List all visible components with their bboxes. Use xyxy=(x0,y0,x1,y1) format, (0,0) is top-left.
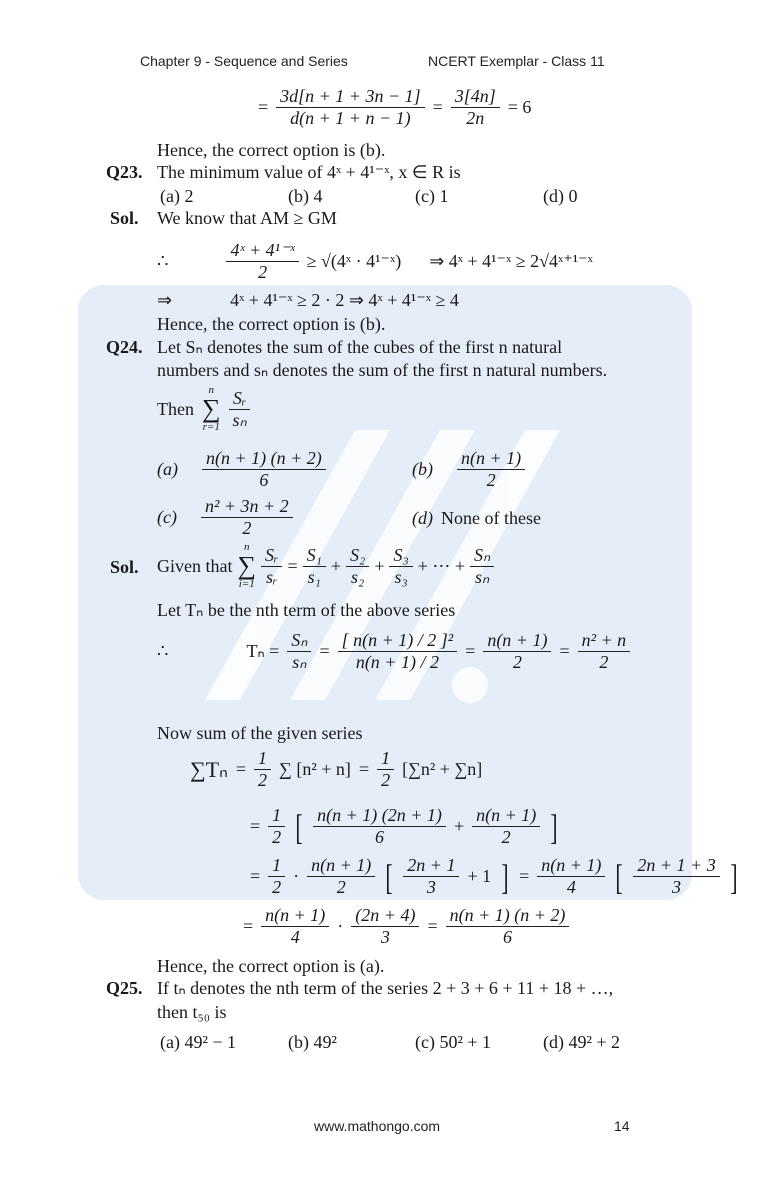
denominator: 2 xyxy=(272,827,282,847)
numerator: 3d[n + 1 + 3n − 1] xyxy=(276,86,424,108)
q22-answer: Hence, the correct option is (b). xyxy=(157,140,386,160)
fraction xyxy=(470,545,494,588)
q25-option-c: (c) 50² + 1 xyxy=(415,1032,492,1052)
numerator: 1 xyxy=(377,748,394,770)
fraction xyxy=(226,240,298,283)
numerator: n(n + 1) xyxy=(307,855,375,877)
denominator: 6 xyxy=(259,470,269,490)
numerator: n(n + 1) xyxy=(457,448,525,470)
numerator: 1 xyxy=(268,855,285,877)
denominator: 6 xyxy=(502,927,512,947)
denominator: 2 xyxy=(272,877,282,897)
denominator: 4 xyxy=(290,927,300,947)
denominator: 6 xyxy=(375,827,385,847)
numerator: 3[4n] xyxy=(451,86,500,108)
implies-symbol: ⇒ xyxy=(157,290,173,310)
sigma-symbol: ∑ xyxy=(201,394,221,423)
plus: + xyxy=(374,555,385,576)
fraction xyxy=(483,630,551,673)
summation xyxy=(202,385,221,433)
q24-sol-label: Sol. xyxy=(110,557,139,577)
q25-option-b: (b) 49² xyxy=(288,1032,337,1052)
fraction xyxy=(261,545,282,588)
q24-then xyxy=(157,385,251,433)
q23-sol-label: Sol. xyxy=(110,208,139,228)
denominator: sₙ xyxy=(475,566,490,587)
fraction xyxy=(578,630,631,673)
denominator: 2 xyxy=(336,877,346,897)
q24-sum-step1 xyxy=(190,748,482,791)
q24-sum-step2 xyxy=(250,805,560,848)
denominator: 3 xyxy=(672,877,682,897)
lhs: ∑Tₙ xyxy=(190,756,228,782)
denominator: s₁ xyxy=(307,566,321,587)
footer-url[interactable]: www.mathongo.com xyxy=(314,1118,441,1134)
denominator: sₙ xyxy=(232,409,247,430)
therefore-symbol: ∴ xyxy=(157,251,169,271)
denominator: 2n xyxy=(466,108,485,128)
q24-option-b xyxy=(412,448,525,491)
fraction xyxy=(351,905,419,948)
numerator: n(n + 1) xyxy=(483,630,551,652)
denominator: 2 xyxy=(258,262,268,282)
denominator: 2 xyxy=(512,652,522,672)
q23-option-c: (c) 1 xyxy=(415,186,449,206)
denominator: 2 xyxy=(599,652,609,672)
lower-limit: r=1 xyxy=(202,421,220,433)
expression: + 1 xyxy=(467,866,492,886)
q24-sum-step4 xyxy=(243,905,569,948)
fraction xyxy=(389,545,412,588)
numerator: n(n + 1) (2n + 1) xyxy=(313,805,446,827)
denominator: s₂ xyxy=(351,566,365,587)
equals: = xyxy=(432,97,443,117)
q25-option-a: (a) 49² − 1 xyxy=(160,1032,237,1052)
q23-sol-text: We know that AM ≥ GM xyxy=(157,208,337,228)
therefore-symbol: ∴ xyxy=(157,641,169,661)
q24-sum-step3 xyxy=(250,855,740,898)
denominator: 3 xyxy=(426,877,436,897)
bracket: [ xyxy=(295,806,303,847)
bracket: ] xyxy=(550,806,558,847)
numerator: Sᵣ xyxy=(261,545,282,567)
equals: = xyxy=(235,759,247,779)
fraction xyxy=(451,86,500,129)
denominator: 2 xyxy=(501,827,511,847)
q24-option-a xyxy=(157,448,326,491)
equals: = xyxy=(319,641,330,661)
expression: ∑ [n² + n] xyxy=(279,759,351,779)
expression: ≥ √(4ˣ · 4¹⁻ˣ) xyxy=(306,251,402,271)
numerator: Sᵣ xyxy=(229,388,250,410)
expression: [∑n² + ∑n] xyxy=(402,759,483,779)
bracket: [ xyxy=(615,856,624,897)
denominator: sᵣ xyxy=(266,566,278,587)
sigma-symbol: ∑ xyxy=(237,551,257,580)
given-text: Given that xyxy=(157,555,233,576)
denominator: d(n + 1 + n − 1) xyxy=(290,108,411,128)
option-text: None of these xyxy=(441,508,541,528)
fraction xyxy=(633,855,719,898)
then-text: Then xyxy=(157,398,194,419)
q24-now: Now sum of the given series xyxy=(157,723,363,743)
fraction xyxy=(254,748,271,791)
fraction xyxy=(261,905,329,948)
numerator: n² + 3n + 2 xyxy=(201,496,293,518)
numerator: 4ˣ + 4¹⁻ˣ xyxy=(226,240,298,262)
numerator: S₃ xyxy=(389,545,412,567)
numerator: S₁ xyxy=(303,545,326,567)
summation xyxy=(237,542,256,590)
fraction xyxy=(537,855,605,898)
option-label: (b) xyxy=(412,459,433,479)
q25-option-d: (d) 49² + 2 xyxy=(543,1032,621,1052)
q25-text-line2: then t₅₀ is xyxy=(157,1002,227,1022)
fraction xyxy=(377,748,394,791)
q22-equation xyxy=(258,86,531,129)
q24-text-line1: Let Sₙ denotes the sum of the cubes of the first n natural xyxy=(157,337,563,357)
q23-answer: Hence, the correct option is (b). xyxy=(157,314,386,334)
expression: 4ˣ + 4¹⁻ˣ ≥ 2 · 2 ⇒ 4ˣ + 4¹⁻ˣ ≥ 4 xyxy=(230,290,459,310)
numerator: S₂ xyxy=(346,545,369,567)
denominator: n(n + 1) / 2 xyxy=(355,652,439,672)
denominator: 3 xyxy=(380,927,390,947)
plus: + xyxy=(330,555,342,576)
q23-option-a: (a) 2 xyxy=(160,186,194,206)
q24-option-d xyxy=(412,508,541,529)
equals: = xyxy=(519,866,530,886)
q24-answer: Hence, the correct option is (a). xyxy=(157,956,385,976)
fraction xyxy=(313,805,446,848)
q24-given xyxy=(157,542,494,590)
q25-text-line1: If tₙ denotes the nth term of the series 2 + 3 + 6 + 11 + 18 + …, xyxy=(157,978,614,998)
equals: = xyxy=(258,97,269,117)
upper-limit: n xyxy=(208,384,214,396)
denominator: 2 xyxy=(258,770,268,790)
numerator: 1 xyxy=(254,748,271,770)
equals: = xyxy=(243,916,254,936)
numerator: 2n + 1 + 3 xyxy=(633,855,719,877)
fraction xyxy=(303,545,326,588)
fraction xyxy=(268,855,285,898)
fraction xyxy=(346,545,369,588)
denominator: sₙ xyxy=(292,652,307,672)
dot: · xyxy=(337,916,344,936)
equals: = xyxy=(250,816,261,836)
numerator: 2n + 1 xyxy=(403,855,459,877)
numerator: [ n(n + 1) / 2 ]² xyxy=(338,630,458,652)
q23-label: Q23. xyxy=(106,162,143,182)
bracket: ] xyxy=(730,856,738,897)
equals: = xyxy=(427,916,438,936)
q24-text-line2: numbers and sₙ denotes the sum of the first n natural numbers. xyxy=(157,360,608,380)
equals: = xyxy=(358,759,370,779)
numerator: n² + n xyxy=(578,630,631,652)
q24-option-c xyxy=(157,496,293,539)
fraction xyxy=(268,805,285,848)
numerator: n(n + 1) (n + 2) xyxy=(446,905,570,927)
fraction xyxy=(229,388,251,431)
fraction xyxy=(287,630,311,673)
fraction xyxy=(201,496,293,539)
page-number: 14 xyxy=(614,1118,630,1134)
q23-step1 xyxy=(157,240,593,283)
q23-option-d: (d) 0 xyxy=(543,186,578,206)
q23-step2 xyxy=(157,290,459,311)
fraction xyxy=(457,448,525,491)
book-header: NCERT Exemplar - Class 11 xyxy=(428,53,605,69)
q23-text: The minimum value of 4ˣ + 4¹⁻ˣ, x ∈ R is xyxy=(157,162,461,182)
plus: + xyxy=(453,816,465,836)
equals: = xyxy=(559,641,570,661)
q23-option-b: (b) 4 xyxy=(288,186,323,206)
lower-limit: i=1 xyxy=(238,578,255,590)
numerator: (2n + 4) xyxy=(351,905,419,927)
denominator: s₃ xyxy=(394,566,408,587)
ellipsis: + ⋯ + xyxy=(417,555,466,576)
numerator: n(n + 1) xyxy=(261,905,329,927)
equals: = xyxy=(465,641,476,661)
numerator: Sₙ xyxy=(470,545,494,567)
upper-limit: n xyxy=(244,541,250,553)
bracket: ] xyxy=(501,856,509,897)
numerator: 1 xyxy=(268,805,285,827)
option-label: (d) xyxy=(412,508,433,528)
equals: = xyxy=(250,866,261,886)
bracket: [ xyxy=(385,856,393,897)
fraction xyxy=(202,448,326,491)
fraction xyxy=(446,905,570,948)
dot: · xyxy=(293,866,300,886)
q24-let-tn: Let Tₙ be the nth term of the above series xyxy=(157,600,456,620)
tn-lhs: Tₙ = xyxy=(246,641,280,661)
denominator: 2 xyxy=(381,770,391,790)
fraction xyxy=(472,805,540,848)
result: = 6 xyxy=(507,97,532,117)
fraction xyxy=(403,855,459,898)
denominator: 2 xyxy=(242,518,252,538)
q24-label: Q24. xyxy=(106,337,143,357)
fraction xyxy=(338,630,458,673)
fraction xyxy=(307,855,375,898)
numerator: n(n + 1) xyxy=(472,805,540,827)
denominator: 2 xyxy=(486,470,496,490)
equals: = xyxy=(287,555,298,576)
chapter-header: Chapter 9 - Sequence and Series xyxy=(140,53,348,69)
numerator: n(n + 1) (n + 2) xyxy=(202,448,326,470)
expression: ⇒ 4ˣ + 4¹⁻ˣ ≥ 2√4ˣ⁺¹⁻ˣ xyxy=(429,251,593,271)
q24-tn-equation xyxy=(157,630,630,673)
numerator: n(n + 1) xyxy=(537,855,605,877)
fraction xyxy=(276,86,424,129)
option-label: (c) xyxy=(157,507,177,527)
q25-label: Q25. xyxy=(106,978,143,998)
denominator: 4 xyxy=(566,877,576,897)
option-label: (a) xyxy=(157,459,178,479)
numerator: Sₙ xyxy=(287,630,311,652)
